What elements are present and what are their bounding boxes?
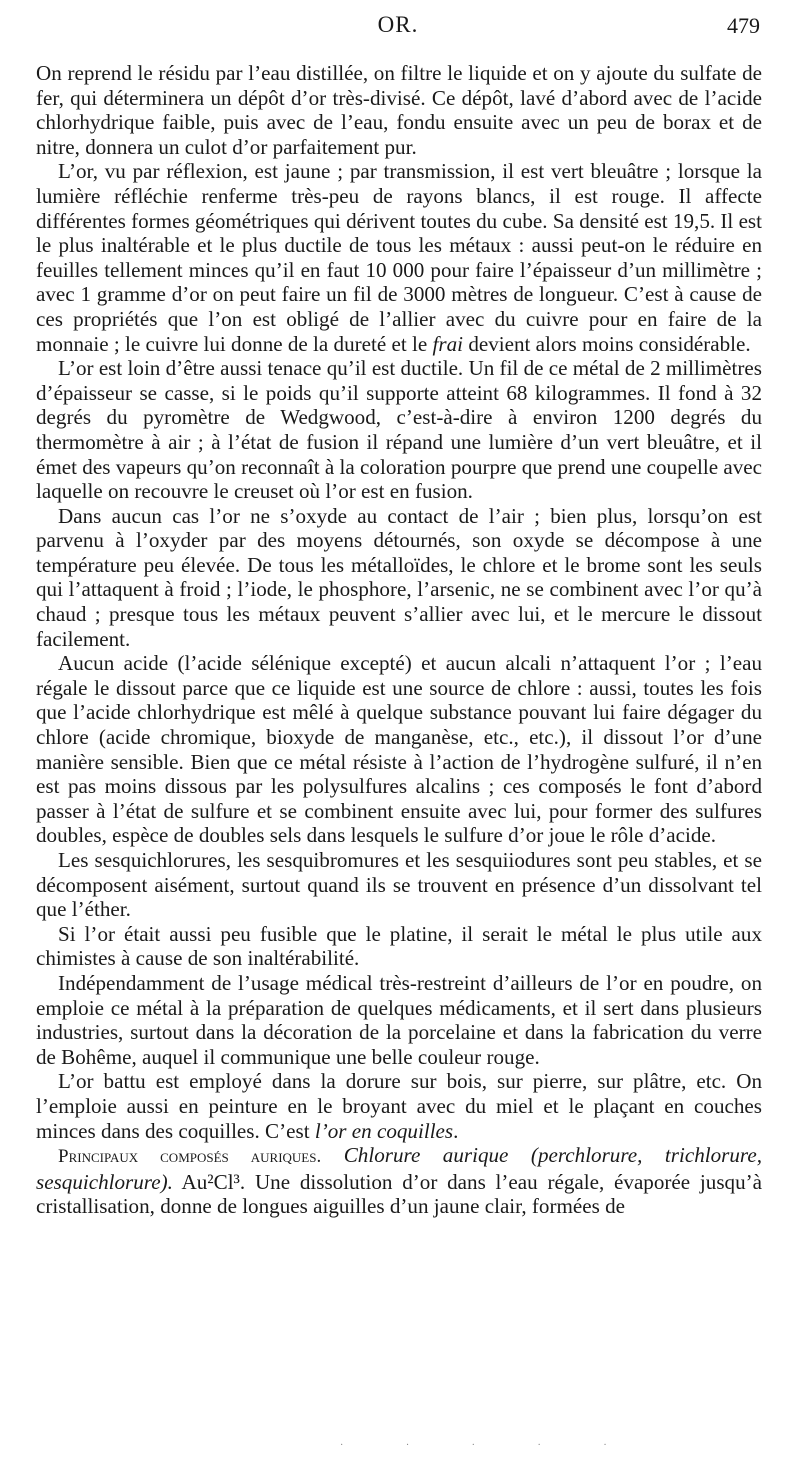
paragraph: Dans aucun cas l’or ne s’oxyde au contact de l’air ; bien plus, lorsqu’on est parvenu à l’oxyder par des moyens détournés, son oxyde se décompose à une température peu élevée. De tous les métalloïdes, le chlore et le brome sont les seuls qui l’attaquent à froid ; l’iode, le phosphore, l’arsenic, ne se combinent avec l’or qu’à chaud ; presque tous les métaux peuvent s’allier avec lui, et le mercure le dissout facilement. <box>36 503 762 651</box>
italic-term: Chlorure aurique (perchlorure, trichlorure, sesquichlorure). <box>36 1143 762 1194</box>
text-run: L’or battu est employé dans la dorure sur bois, sur pierre, sur plâtre, etc. On l’emploie aussi en peinture en le broyant avec du miel et le plaçant en couches minces dans des coquilles. C’est <box>36 1069 762 1143</box>
paragraph: L’or est loin d’être aussi tenace qu’il est ductile. Un fil de ce métal de 2 millimètres d’épaisseur se casse, si le poids qu’il supporte atteint 68 kilogrammes. Il fond à 32 degrés du pyromètre de Wedgwood, c’est-à-dire à environ 1200 degrés du thermomètre à air ; à l’état de fusion il répand une lumière d’un vert bleuâtre, et il émet des vapeurs qu’on reconnaît à la coloration pourpre que prend une coupelle avec laquelle on recouvre le creuset où l’or est en fusion. <box>36 356 762 504</box>
chemical-formula: Au²Cl³. <box>181 1169 246 1194</box>
paragraph: Si l’or était aussi peu fusible que le platine, il serait le métal le plus utile aux chimistes à cause de son inaltérabilité. <box>36 921 762 971</box>
paragraph: Les sesquichlorures, les sesquibromures et les sesquiiodures sont peu stables, et se décomposent aisément, surtout quand ils se trouvent en présence d’un dissolvant tel que l’éther. <box>36 848 762 922</box>
paragraph: Aucun acide (l’acide sélénique excepté) et aucun alcali n’attaquent l’or ; l’eau régale le dissout parce que ce liquide est une source de chlore : aussi, toutes les fois que l’acide chlorhydrique est mêlé à quelque substance pouvant lui faire dégager du chlore (acide chromique, bioxyde de manganèse, etc., etc.), il dissout l’or d’une manière sensible. Bien que ce métal résiste à l’action de l’hydrogène sulfuré, il n’en est pas moins dissous par les polysulfures alcalins ; ces composés le font d’abord passer à l’état de sulfure et se combinent ensuite avec lui, pour former des sulfures doubles, espèce de doubles sels dans lesquels le sulfure d’or joue le rôle d’acide. <box>36 651 762 848</box>
paragraph <box>36 1143 762 1219</box>
scan-specks: · · · · · <box>340 1440 637 1451</box>
paragraph: Indépendamment de l’usage médical très-restreint d’ailleurs de l’or en poudre, on emploie ce métal à la préparation de quelques médicaments, et il sert dans plusieurs industries, surtout dans la décoration de la porcelaine et dans la fabrication du verre de Bohême, auquel il communique une belle couleur rouge. <box>36 970 762 1069</box>
body-text <box>36 61 762 1219</box>
text-run: L’or, vu par réflexion, est jaune ; par transmission, il est vert bleuâtre ; lorsque la lumière réfléchie renferme très-peu de rayons blancs, il est rouge. Il affecte différentes formes géométriques qui dérivent toutes du cube. Sa densité est 19,5. Il est le plus inaltérable et le plus ductile de tous les métaux : aussi peut-on le réduire en feuilles tellement minces qu’il en faut 10 000 pour faire l’épaisseur d’un millimètre ; avec 1 gramme d’or on peut faire un fil de 3000 mètres de longueur. C’est à cause de ces propriétés que l’on est obligé de l’allier avec du cuivre pour en faire de la monnaie ; le cuivre lui donne de la dureté et le <box>36 159 762 356</box>
section-heading: Principaux composés auriques. <box>58 1146 322 1168</box>
italic-term: l’or en coquilles <box>314 1118 454 1143</box>
paragraph: On reprend le résidu par l’eau distillée, on filtre le liquide et on y ajoute du sulfate de fer, qui déterminera un dépôt d’or très-divisé. Ce dépôt, lavé d’abord avec de l’acide chlorhydrique faible, puis avec de l’eau, fondu ensuite avec un peu de borax et de nitre, donnera un culot d’or parfaitement pur. <box>36 61 762 159</box>
text-run: . <box>453 1118 459 1143</box>
page-number: 479 <box>727 13 760 38</box>
text-run: devient alors moins considérable. <box>468 331 751 356</box>
running-title: OR. <box>377 12 419 37</box>
italic-term: frai <box>432 331 464 356</box>
paragraph <box>36 1069 762 1143</box>
paragraph <box>36 159 762 356</box>
running-header <box>36 10 760 46</box>
text-run: Une dissolution d’or dans l’eau régale, évaporée jusqu’à cristallisation, donne de longues aiguilles d’un jaune clair, formées de <box>36 1169 763 1219</box>
